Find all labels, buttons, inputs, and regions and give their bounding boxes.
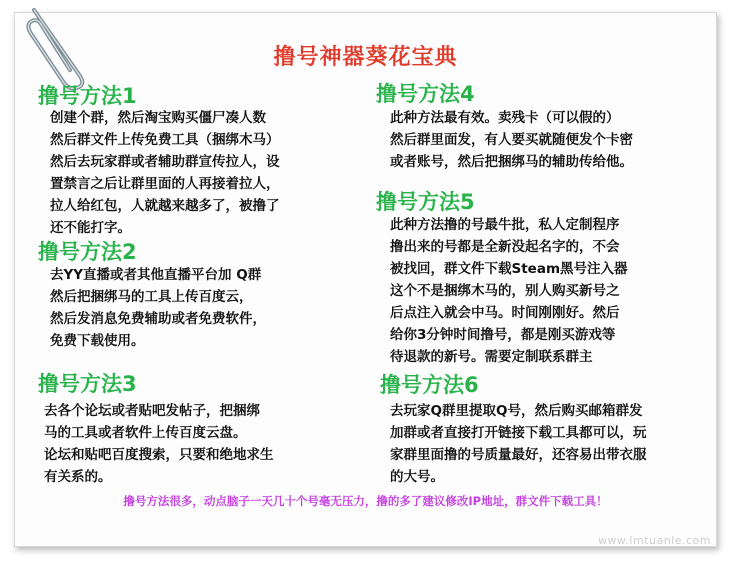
method-2-line: 然后把捆绑马的工具上传百度云，	[50, 289, 253, 305]
method-5-line: 撸出来的号都是全新没起名字的，不会	[390, 239, 620, 255]
method-2-body	[50, 264, 266, 352]
method-5-body	[390, 214, 628, 368]
method-5-heading: 撸号方法5	[376, 190, 475, 214]
method-3-line: 去各个论坛或者贴吧发帖子，把捆绑	[44, 403, 260, 419]
method-6-line: 加群或者直接打开链接下载工具都可以，玩	[390, 425, 647, 441]
method-2-line: 去YY直播或者其他直播平台加 Q群	[50, 267, 262, 283]
method-3-line: 有关系的。	[44, 469, 112, 485]
method-1-line: 还不能打字。	[50, 220, 131, 236]
footer-note: 撸号方法很多，动点脑子一天几十个号毫无压力，撸的多了建议修改IP地址，群文件下载工具！	[123, 494, 608, 508]
method-1-line: 置禁言之后让群里面的人再接着拉人，	[50, 176, 280, 192]
method-6-line: 家群里面撸的号质量最好，还容易出带衣服	[390, 447, 647, 463]
method-5-line: 后点注入就会中马。时间刚刚好。然后	[390, 305, 620, 321]
method-3-line: 马的工具或者软件上传百度云盘。	[44, 425, 247, 441]
method-2-line: 然后发消息免费辅助或者免费软件，	[50, 311, 266, 327]
method-2-heading: 撸号方法2	[38, 240, 137, 264]
method-1-line: 然后去玩家群或者辅助群宣传拉人，设	[50, 154, 280, 170]
method-5-line: 给你3分钟时间撸号，都是刚买游戏等	[390, 327, 616, 343]
method-6-line: 的大号。	[390, 469, 444, 485]
method-6-heading: 撸号方法6	[380, 373, 479, 397]
method-3-heading: 撸号方法3	[38, 372, 137, 396]
method-4-line: 此种方法最有效。卖残卡（可以假的）	[390, 110, 620, 126]
method-1-line: 拉人给红包，人就越来越多了，被撸了	[50, 198, 280, 214]
method-4-line: 然后群里面发，有人要买就随便发个卡密	[390, 132, 633, 148]
method-4-body	[390, 107, 633, 173]
method-3-body	[44, 400, 274, 488]
method-5-line: 这个不是捆绑木马的，别人购买新号之	[390, 283, 620, 299]
method-1-heading: 撸号方法1	[38, 84, 137, 108]
method-1-line: 创建个群，然后淘宝购买僵尸凑人数	[50, 110, 266, 126]
method-4-line: 或者账号，然后把捆绑马的辅助传给他。	[390, 154, 633, 170]
method-6-body	[390, 400, 647, 488]
method-2-line: 免费下载使用。	[50, 333, 145, 349]
method-5-line: 待退款的新号。需要定制联系群主	[390, 349, 593, 365]
method-3-line: 论坛和贴吧百度搜索，只要和绝地求生	[44, 447, 274, 463]
watermark: www.lmtuanle.com	[597, 534, 711, 547]
method-1-line: 然后群文件上传免费工具（捆绑木马）	[50, 132, 280, 148]
method-4-heading: 撸号方法4	[376, 82, 475, 106]
method-5-line: 此种方法撸的号最牛批，私人定制程序	[390, 217, 620, 233]
method-5-line: 被找回，群文件下载Steam黑号注入器	[390, 261, 628, 277]
method-6-line: 去玩家Q群里提取Q号，然后购买邮箱群发	[390, 403, 643, 419]
method-1-body	[50, 107, 280, 239]
page-title: 撸号神器葵花宝典	[273, 45, 458, 70]
